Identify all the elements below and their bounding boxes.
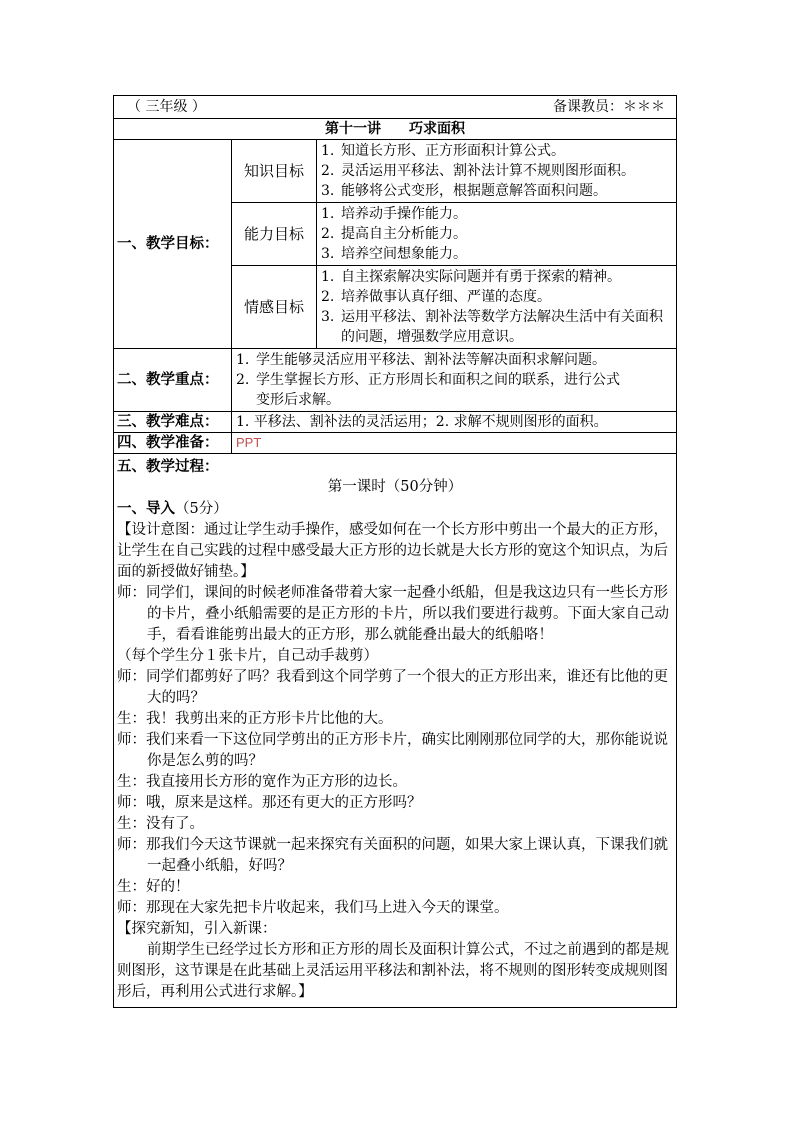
list-item: 1. 学生能够灵活应用平移法、割补法等解决面积求解问题。 [236,352,606,368]
dialogue-line: 生：我！我剪出来的正方形卡片比他的大。 [117,711,393,727]
dialogue-line: 师：同学们，课间的时候老师准备带着大家一起叠小纸船，但是我这边只有一些长方形的卡片，叠小纸船需要的是正方形的卡片，所以我们要进行裁剪。下面大家自己动手，看看谁能剪出最大的正方形，那么就能叠出最大的纸船咯！ [117,585,669,643]
knowledge-goal-row [114,140,677,203]
list-item: 3. 运用平移法、割补法等数学方法解决生活中有关面积的问题，增强数学应用意识。 [321,309,663,345]
teacher-label: 备课教员：＊＊＊ [553,99,665,115]
lesson-title: 第一课时（50分钟） [327,479,463,495]
preparation-row [114,433,677,454]
dialogue-line: 生：我直接用长方形的宽作为正方形的边长。 [117,774,407,790]
dialogue-line: 生：好的！ [117,879,190,895]
dialogue-line: 师：同学们都剪好了吗？我看到这个同学剪了一个很大的正方形出来，谁还有比他的更大的吗？ [117,669,668,706]
list-item: 2. 学生掌握长方形、正方形周长和面积之间的联系，进行公式变形后求解。 [236,372,620,408]
dialogue-line: 师：那现在大家先把卡片收起来，我们马上进入今天的课堂。 [117,900,509,916]
key-points-label: 二、教学重点： [114,349,232,412]
grade-label: （ 三年级 ） [127,99,206,115]
lecture-number: 第十一讲 [325,121,381,137]
difficulties-text: 1. 平移法、割补法的灵活运用；2. 求解不规则图形的面积。 [232,412,677,433]
ability-goal-label: 能力目标 [232,203,317,266]
dialogue-line: 师：哦，原来是这样。那还有更大的正方形吗？ [117,795,422,811]
knowledge-goal-list [321,141,672,201]
ability-goal-list [321,204,672,264]
header-row [114,96,677,119]
preparation-value: PPT [236,435,262,450]
list-item: 3. 培养空间想象能力。 [321,246,467,262]
dialogue-line: 师：我们来看一下这位同学剪出的正方形卡片，确实比刚刚那位同学的大，那你能说说你是怎么剪的吗？ [117,732,668,769]
list-item: 2. 提高自主分析能力。 [321,226,467,242]
knowledge-goal-label: 知识目标 [232,140,317,203]
process-row [114,454,677,1008]
title-row [114,119,677,140]
key-points-list [236,350,672,410]
key-points-row [114,349,677,412]
explore-text: 前期学生已经学过长方形和正方形的周长及面积计算公式，不过之前遇到的都是规则图形，这节课是在此基础上灵活运用平移法和割补法，将不规则的图形转变成规则图形后，再利用公式进行求解。】 [117,942,669,1000]
explore-heading: 【探究新知，引入新课： [117,921,277,937]
lesson-plan-page [113,95,676,1008]
emotion-goal-label: 情感目标 [232,266,317,349]
dialogue-line: （每个学生分１张卡片，自己动手裁剪） [117,648,378,664]
list-item: 3. 能够将公式变形，根据题意解答面积问题。 [321,183,607,199]
list-item: 1. 知道长方形、正方形面积计算公式。 [321,143,565,159]
design-intent: 【设计意图：通过让学生动手操作，感受如何在一个长方形中剪出一个最大的正方形，让学生在自己实践的过程中感受最大正方形的边长就是大长方形的宽这个知识点，为后面的新授做好铺垫。】 [117,522,668,580]
difficulties-row [114,412,677,433]
emotion-goal-list [321,267,672,347]
goals-section-label: 一、教学目标： [114,140,232,349]
intro-heading: 一、导入（5分） [117,500,228,517]
difficulties-label: 三、教学难点： [114,412,232,433]
list-item: 1. 自主探索解决实际问题并有勇于探索的精神。 [321,269,621,285]
process-label: 五、教学过程： [117,458,219,475]
preparation-label: 四、教学准备： [114,433,232,454]
lesson-plan-table [113,95,677,1008]
list-item: 2. 灵活运用平移法、割补法计算不规则图形面积。 [321,163,635,179]
dialogue-line: 师：那我们今天这节课就一起来探究有关面积的问题，如果大家上课认真，下课我们就一起叠小纸船，好吗？ [117,837,668,874]
list-item: 2. 培养做事认真仔细、严谨的态度。 [321,289,551,305]
list-item: 1. 培养动手操作能力。 [321,206,467,222]
lecture-title: 巧求面积 [409,121,465,137]
dialogue-line: 生：没有了。 [117,816,204,832]
